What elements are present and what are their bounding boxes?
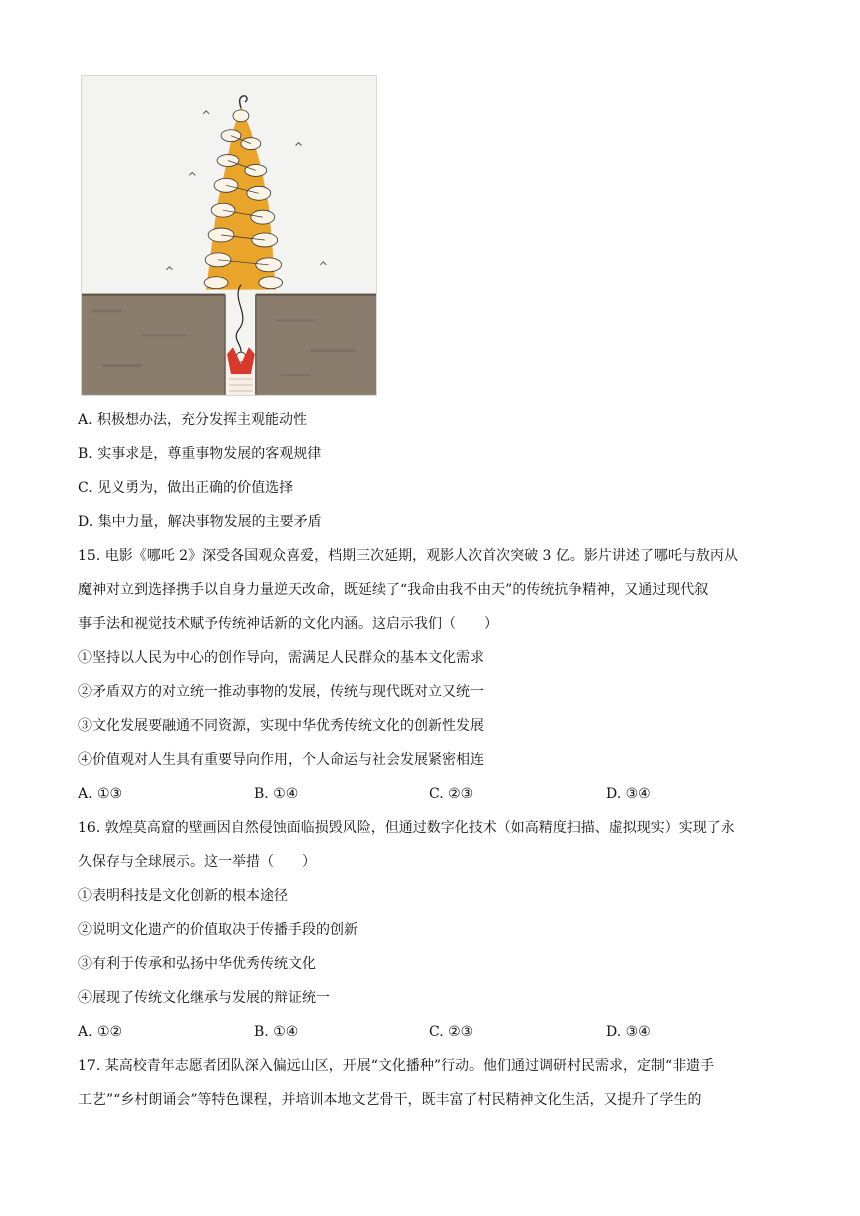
- cartoon-tower-drawing: [82, 76, 376, 395]
- cartoon-illustration: [81, 75, 377, 396]
- q16-statement-1: ①表明科技是文化创新的根本途径: [78, 888, 288, 904]
- q15-stem-line-3: 事手法和视觉技术赋予传统神话新的文化内涵。这启示我们（ ）: [78, 616, 498, 632]
- q16-statement-3: ③有利于传承和弘扬中华优秀传统文化: [78, 956, 316, 972]
- q14-option-b: B. 实事求是，尊重事物发展的客观规律: [78, 446, 322, 462]
- q16-statement-2: ②说明文化遗产的价值取决于传播手段的创新: [78, 922, 358, 938]
- q15-statement-4: ④价值观对人生具有重要导向作用，个人命运与社会发展紧密相连: [78, 752, 484, 768]
- q15-stem-line-1: 15. 电影《哪吒 2》深受各国观众喜爱，档期三次延期，观影人次首次突破 3 亿。影片讲述了哪吒与敖丙从: [78, 548, 738, 564]
- q15-statement-3: ③文化发展要融通不同资源，实现中华优秀传统文化的创新性发展: [78, 718, 484, 734]
- q16-statement-4: ④展现了传统文化继承与发展的辩证统一: [78, 990, 330, 1006]
- q16-choice-b: B. ①④: [254, 1024, 299, 1040]
- q15-choice-b: B. ①④: [254, 786, 299, 802]
- q14-option-a: A. 积极想办法，充分发挥主观能动性: [78, 412, 308, 428]
- q14-option-d: D. 集中力量，解决事物发展的主要矛盾: [78, 514, 322, 530]
- q16-choice-a: A. ①②: [78, 1024, 123, 1040]
- q15-choice-c: C. ②③: [429, 786, 474, 802]
- red-figure: [227, 347, 255, 395]
- q14-option-c: C. 见义勇为，做出正确的价值选择: [78, 480, 294, 496]
- q15-stem-line-2: 魔神对立到选择携手以自身力量逆天改命，既延续了“我命由我不由天”的传统抗争精神，又通过现代叙: [78, 582, 709, 598]
- q17-stem-line-1: 17. 某高校青年志愿者团队深入偏远山区，开展“文化播种”行动。他们通过调研村民需求，定制“非遗手: [78, 1058, 715, 1074]
- q15-statement-1: ①坚持以人民为中心的创作导向，需满足人民群众的基本文化需求: [78, 650, 484, 666]
- q16-stem-line-1: 16. 敦煌莫高窟的壁画因自然侵蚀面临损毁风险，但通过数字化技术（如高精度扫描、虚拟现实）实现了永: [78, 820, 735, 836]
- q16-choice-c: C. ②③: [429, 1024, 474, 1040]
- q15-statement-2: ②矛盾双方的对立统一推动事物的发展，传统与现代既对立又统一: [78, 684, 484, 700]
- q17-stem-line-2: 工艺”“乡村朗诵会”等特色课程，并培训本地文艺骨干，既丰富了村民精神文化生活，又提升了学生的: [78, 1092, 702, 1108]
- q16-stem-line-2: 久保存与全球展示。这一举措（ ）: [78, 854, 316, 870]
- q16-choice-d: D. ③④: [606, 1024, 651, 1040]
- q15-choice-a: A. ①③: [78, 786, 123, 802]
- q15-choice-d: D. ③④: [606, 786, 651, 802]
